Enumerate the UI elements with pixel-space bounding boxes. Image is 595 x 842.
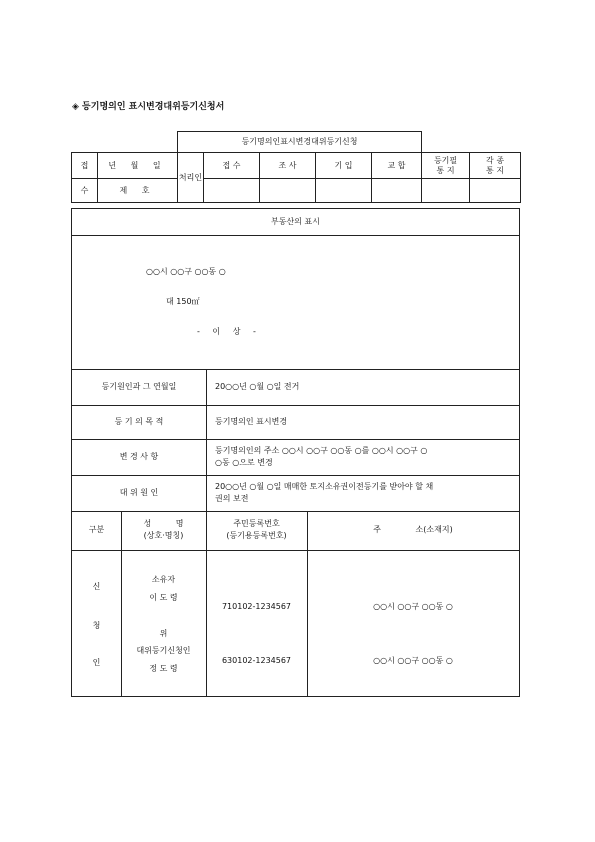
receipt-table xyxy=(71,131,521,203)
notice1-line2: 통 지 xyxy=(436,165,455,175)
sub-id: 630102-1234567 xyxy=(221,656,292,665)
owner-role: 소유자 xyxy=(151,575,176,584)
subrogation-label: 대 위 원 인 xyxy=(119,488,159,497)
sub-role: 대위등기신청인 xyxy=(136,646,191,655)
property-address: ○○시 ○○구 ○○동 ○ xyxy=(146,267,226,276)
divider xyxy=(206,369,207,511)
col-id-line1: 주민등록번호 xyxy=(233,519,280,528)
receipt-number-label: 제 호 xyxy=(98,179,178,203)
receipt-col-giip: 기 입 xyxy=(316,153,372,179)
subrogation-value-line1: 20○○년 ○월 ○일 매매한 토지소유권이전등기를 받아야 할 채 xyxy=(215,482,434,491)
receipt-jeop-label: 접 xyxy=(72,153,98,179)
wi-label: 위 xyxy=(159,629,168,638)
receipt-su-label: 수 xyxy=(72,179,98,203)
receipt-col-notice1 xyxy=(422,153,470,179)
application-form xyxy=(71,208,520,697)
subrogation-value-line2: 권의 보전 xyxy=(215,494,249,503)
receipt-cell-notice1 xyxy=(422,179,470,203)
notice2-line2: 통 지 xyxy=(486,165,505,175)
applicant-side-1: 신 xyxy=(92,582,101,591)
owner-id: 710102-1234567 xyxy=(221,602,292,611)
receipt-cell-jeopsu xyxy=(204,179,260,203)
property-end-mark: - 이 상 - xyxy=(197,327,256,336)
purpose-label: 등 기 의 목 적 xyxy=(114,417,164,426)
receipt-col-gyohap: 교 합 xyxy=(372,153,422,179)
form-title: ◈ 등기명의인 표시변경대위등기신청서 xyxy=(72,102,225,112)
property-area: 대 150㎡ xyxy=(166,297,200,306)
receipt-col-jeopsu: 접 수 xyxy=(204,153,260,179)
col-gubun: 구분 xyxy=(88,525,105,534)
divider xyxy=(72,475,519,476)
col-id-line2: (등기용등록번호) xyxy=(226,531,287,540)
sub-name: 정 도 령 xyxy=(149,664,178,673)
receipt-header: 등기명의인표시변경대위등기신청 xyxy=(178,132,422,153)
col-name-line1: 성 명 xyxy=(143,519,184,528)
receipt-col-notice2 xyxy=(470,153,521,179)
receipt-col-josa: 조 사 xyxy=(260,153,316,179)
receipt-cell-gyohap xyxy=(372,179,422,203)
change-label: 변 경 사 항 xyxy=(119,452,159,461)
divider xyxy=(72,439,519,440)
applicant-side-3: 인 xyxy=(92,658,101,667)
divider xyxy=(72,369,519,370)
receipt-cell-notice2 xyxy=(470,179,521,203)
change-value-line1: 등기명의인의 주소 ○○시 ○○구 ○○동 ○를 ○○시 ○○구 ○ xyxy=(215,446,428,455)
cause-value: 20○○년 ○월 ○일 전거 xyxy=(215,382,300,391)
purpose-value: 등기명의인 표시변경 xyxy=(215,417,288,426)
col-address: 주 소(소재지) xyxy=(373,525,453,534)
applicant-side-2: 청 xyxy=(92,621,101,630)
notice2-line1: 각 종 xyxy=(486,155,505,165)
owner-address: ○○시 ○○구 ○○동 ○ xyxy=(373,602,453,611)
property-header: 부동산의 표시 xyxy=(271,217,320,226)
col-name-line2: (상호·명칭) xyxy=(143,531,184,540)
receipt-cell-josa xyxy=(260,179,316,203)
sub-address: ○○시 ○○구 ○○동 ○ xyxy=(373,656,453,665)
change-value-line2: ○동 ○으로 변경 xyxy=(215,458,273,467)
divider xyxy=(72,235,519,236)
notice1-line1: 등기필 xyxy=(433,155,458,165)
owner-name: 이 도 령 xyxy=(149,593,178,602)
divider xyxy=(72,511,519,512)
receipt-cheori-label: 처리인 xyxy=(178,153,204,203)
cause-label: 등기원인과 그 연월일 xyxy=(101,382,177,391)
divider xyxy=(72,405,519,406)
receipt-date-label: 년 월 일 xyxy=(98,153,178,179)
divider xyxy=(72,550,519,551)
receipt-cell-giip xyxy=(316,179,372,203)
